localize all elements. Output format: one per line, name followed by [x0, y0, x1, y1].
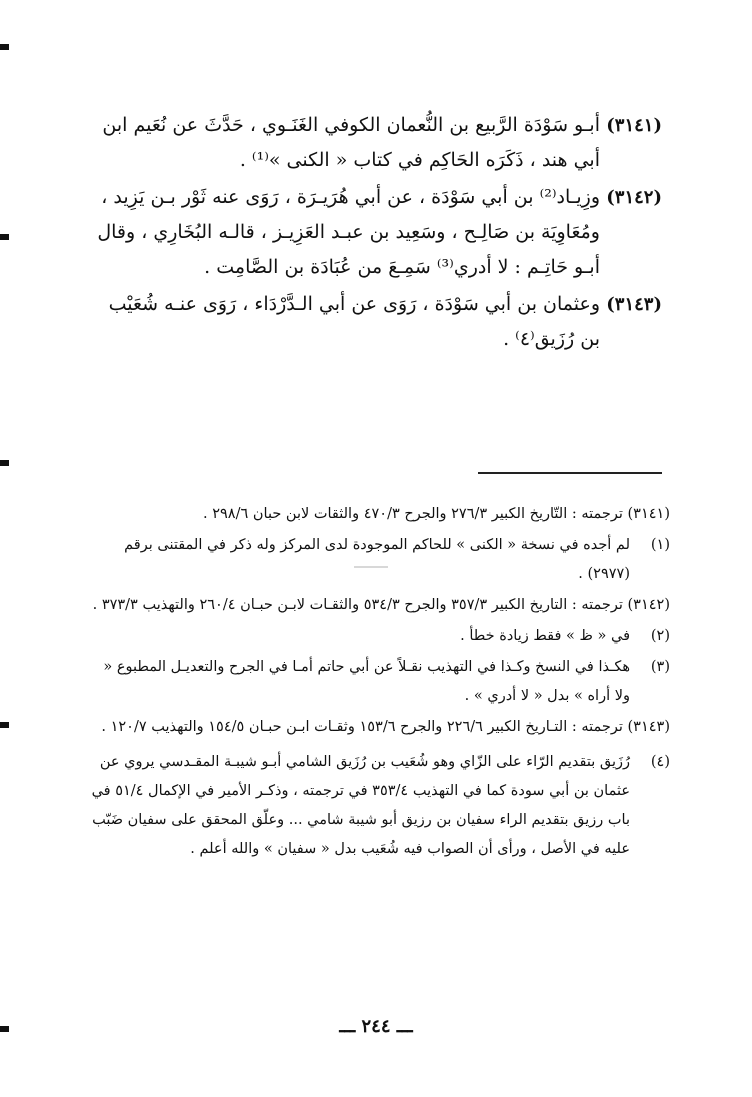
footnote-text: ترجمته : التّاريخ الكبير ٢٧٦/٣ والجرح ٤٧٠/٣ والثقات لابن حبان ٢٩٨/٦ . — [203, 506, 623, 522]
footnote-number: (١) — [650, 537, 670, 553]
footnote-number: (٣١٤١) — [627, 506, 670, 522]
entry-3142 — [96, 180, 662, 285]
entry-text: أبـو سَوْدَة الرَّبيع بن النُّعمان الكوفي الغَنَـوي ، حَدَّثَ عن نُعَيم ابن أبي هند ، ذَكَرَه الحَاكِم في كتاب « الكنى »⁽¹⁾ . — [102, 114, 600, 171]
footnotes — [86, 500, 670, 866]
entry-3143 — [96, 287, 662, 357]
entry-number: (٣١٤١) — [606, 115, 662, 136]
footnote-header-3141 — [86, 500, 670, 529]
footnote-number: (٢) — [650, 628, 670, 644]
footnote-4 — [86, 748, 670, 864]
entry-text: وزِيـاد⁽²⁾ بن أبي سَوْدَة ، عن أبي هُرَيـرَة ، رَوَى عنه ثَوْر بـن يَزِيد ، ومُعَاوِيَة بن صَالِـح ، وسَعِيد بن عبـد العَزِيـز ، قالـه البُخَارِي ، وقال أبـو حَاتِـم : لا أدري⁽³⁾ سَمِـعَ من عُبَادَة بن الصَّامِت . — [97, 186, 600, 278]
footnote-1 — [86, 531, 670, 589]
main-entries — [96, 108, 662, 357]
footnote-text: رُزَيق بتقديم الرّاء على الزّاي وهو شُعَيب بن رُزَيق الشامي أبـو شيبـة المقـدسي يروي عن عثمان بن أبي سودة كما في التهذيب ٣٥٣/٤ في ترجمته ، وذكـر الأمير في الإكمال ٥١/٤ في باب رزيق بتقديم الراء سفيان بن رزيق أبو شيبة شامي ... وعلّق المحقق على سفيان ضَبّب عليه في الأصل ، ورأى أن الصواب فيه شُعَيب بدل « سفيان » والله أعلم . — [91, 754, 630, 857]
entry-number: (٣١٤٣) — [606, 294, 662, 315]
footnote-2 — [86, 622, 670, 651]
footnote-number: (٣١٤٣) — [627, 719, 670, 735]
footnote-text: هكـذا في النسخ وكـذا في التهذيب نقـلاً عن أبي حاتم أمـا في الجرح والتعديـل المطبوع « ولا أراه » بدل « لا أدري » . — [103, 659, 630, 704]
footnote-text: ترجمته : التـاريخ الكبير ٢٢٦/٦ والجرح ١٥٣/٦ وثقـات ابـن حبـان ١٥٤/٥ والتهذيب ١٢٠/٧ . — [101, 719, 623, 735]
page-number: ـــ ٢٤٤ ـــ — [339, 1016, 413, 1037]
scan-edge-mark — [0, 44, 9, 50]
footnote-text: ترجمته : التاريخ الكبير ٣٥٧/٣ والجرح ٥٣٤/٣ والثقـات لابـن حبـان ٢٦٠/٤ والتهذيب ٣٧٣/٣ . — [92, 597, 623, 613]
footnote-3 — [86, 653, 670, 711]
entry-number: (٣١٤٢) — [606, 187, 662, 208]
footnote-number: (٣١٤٢) — [627, 597, 670, 613]
footnote-text: في « ظ » فقط زيادة خطأ . — [460, 628, 630, 644]
entry-text: وعثمان بن أبي سَوْدَة ، رَوَى عن أبي الـدَّرْدَاء ، رَوَى عنـه شُعَيْب بن رُزَيق⁽٤⁾ . — [108, 293, 600, 350]
scan-edge-mark — [0, 722, 9, 728]
footnote-divider — [478, 472, 662, 474]
footnote-number: (٤) — [650, 754, 670, 770]
scan-edge-mark — [0, 234, 9, 240]
footnote-number: (٣) — [650, 659, 670, 675]
footnote-header-3142 — [86, 591, 670, 620]
footnote-header-3143 — [86, 713, 670, 742]
entry-3141 — [96, 108, 662, 178]
footnote-text: لم أجده في نسخة « الكنى » للحاكم الموجودة لدى المركز وله ذكر في المقتنى برقم (٢٩٧٧) . — [124, 537, 630, 582]
scan-edge-mark — [0, 460, 9, 466]
